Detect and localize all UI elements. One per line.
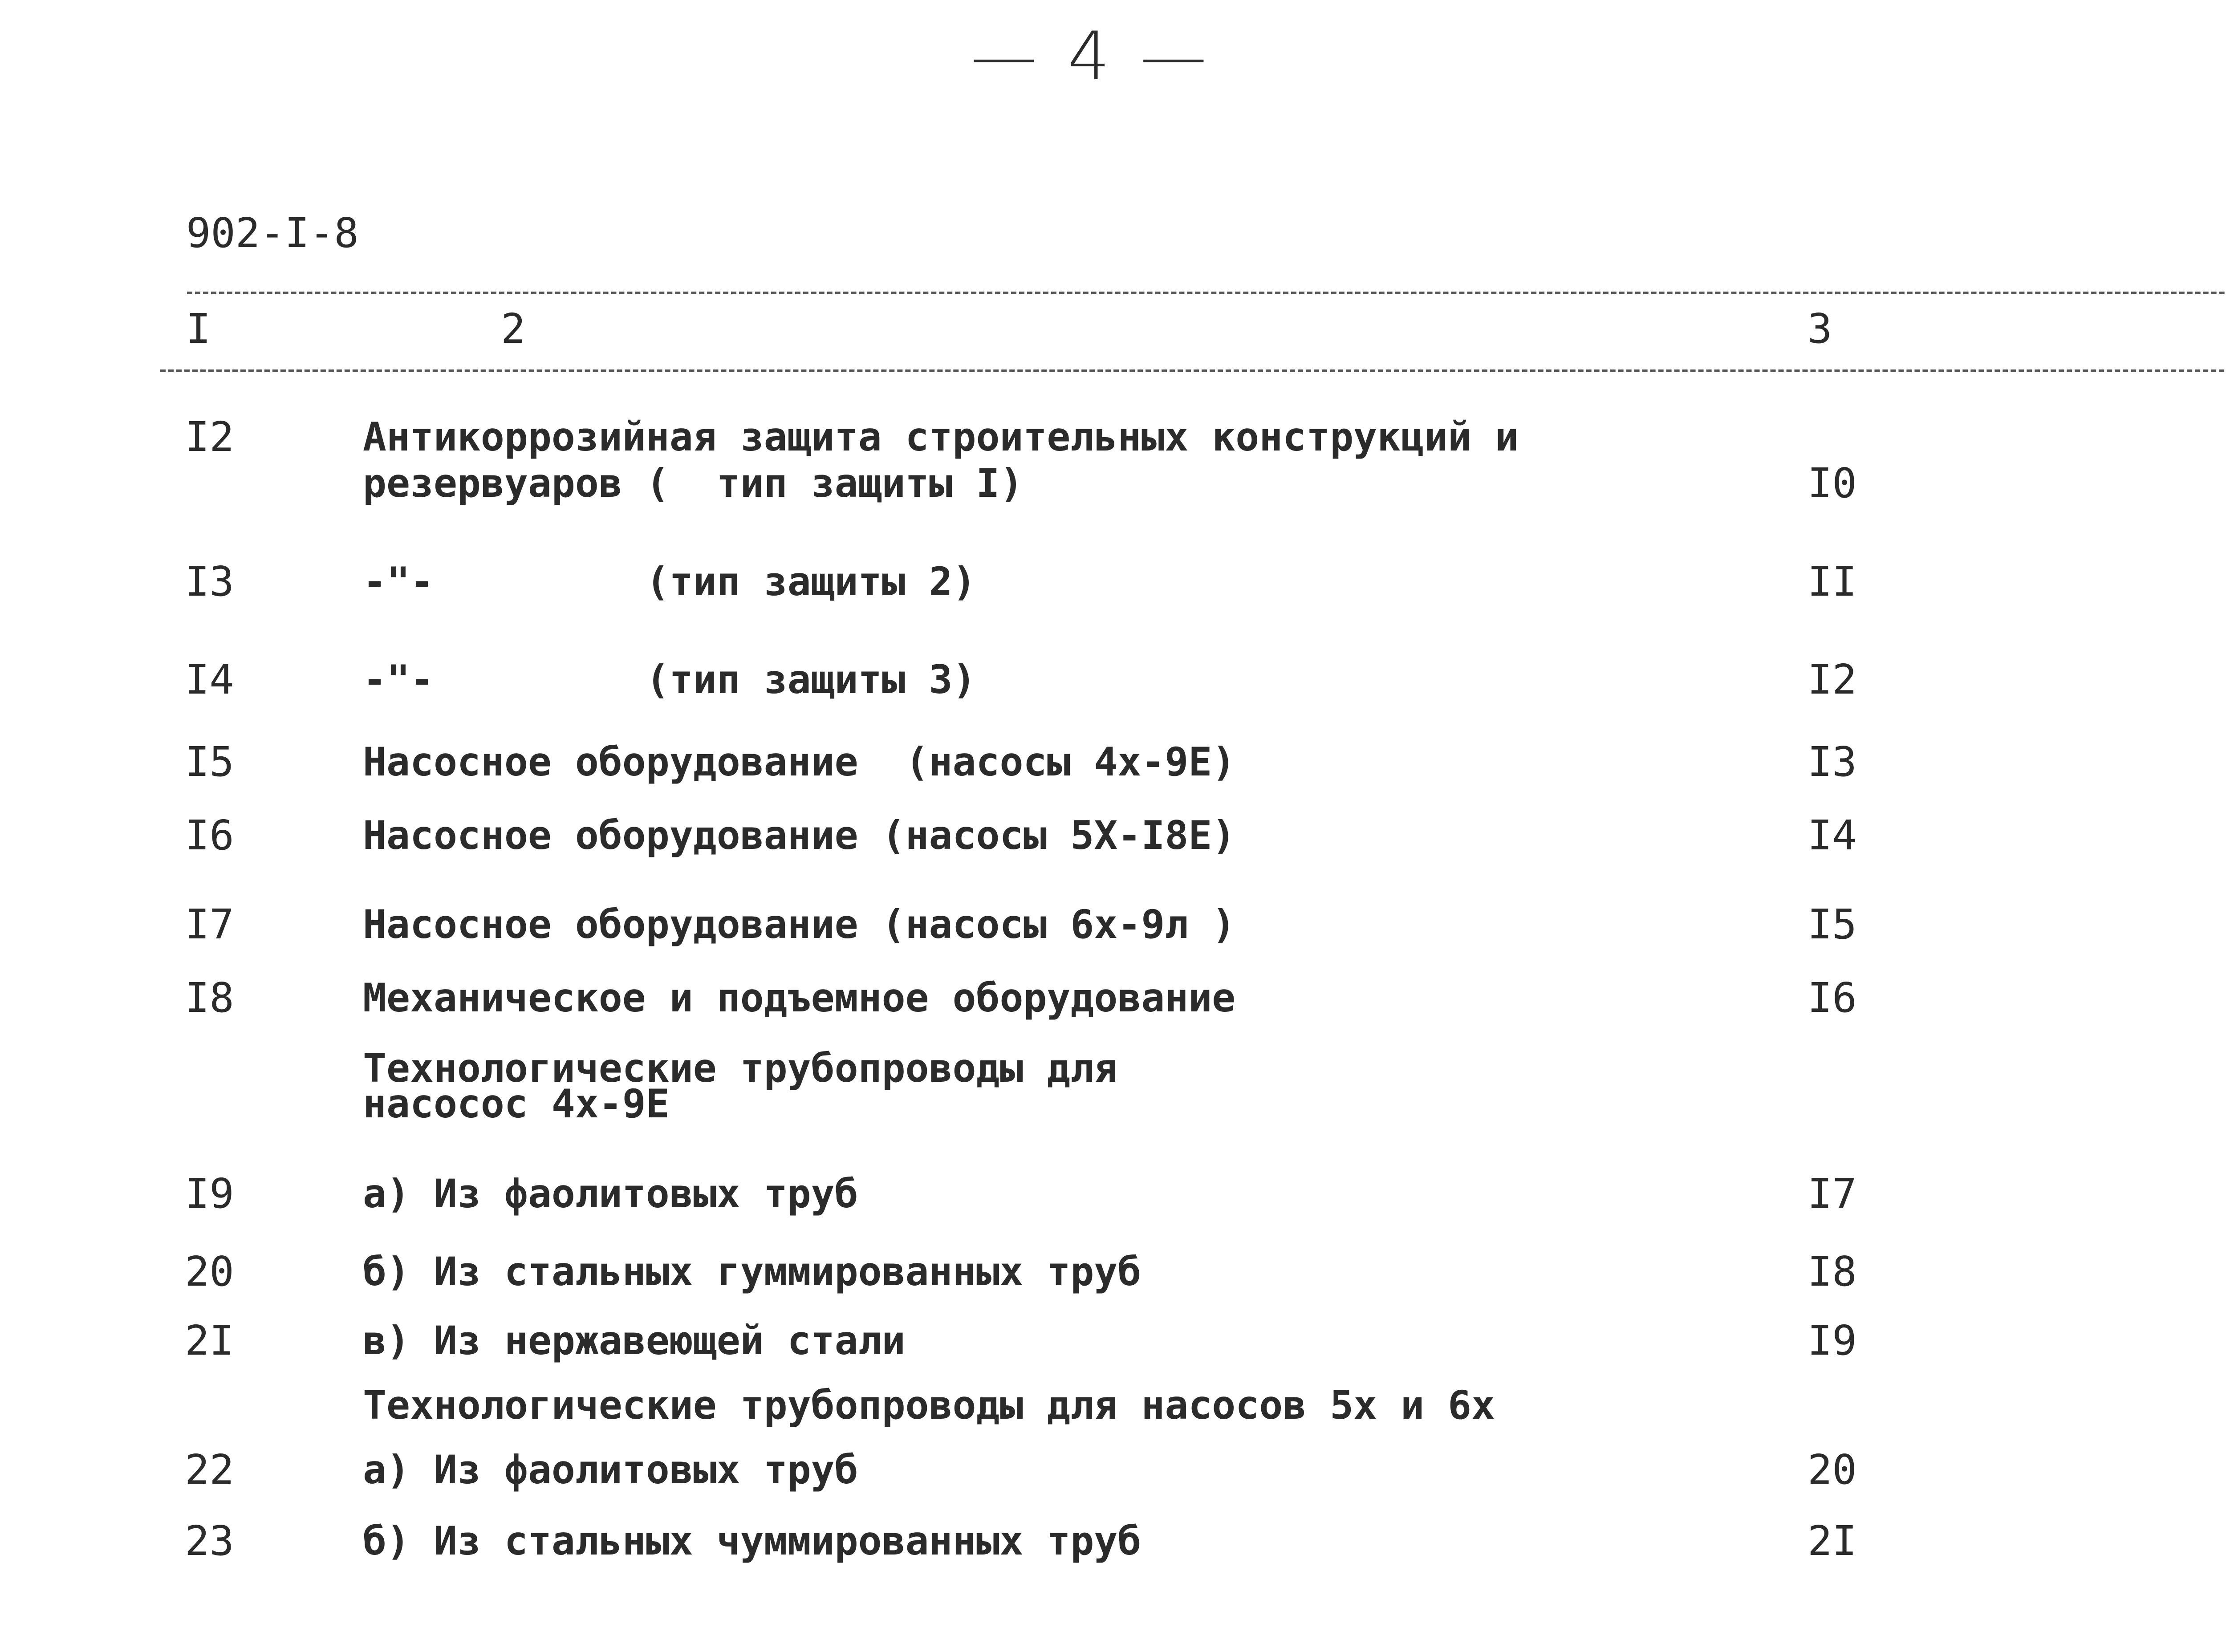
row-number: 22 [185, 1446, 234, 1494]
row-title: Технологические трубопроводы для насосос 4х-9Е [363, 1045, 1118, 1127]
row-title: Насосное оборудование (насосы 5Х-I8Е) [363, 812, 1236, 858]
row-number: I4 [185, 656, 234, 703]
table-top-rule [187, 292, 2226, 294]
row-number: I5 [185, 738, 234, 786]
row-title: а) Из фаолитовых труб [363, 1447, 858, 1493]
column-header-page: 3 [1808, 305, 1832, 353]
table-header-rule [160, 369, 2226, 372]
row-number: 2I [185, 1317, 234, 1364]
row-number: 20 [185, 1248, 234, 1295]
row-title: б) Из стальных чуммированных труб [363, 1518, 1141, 1564]
row-page: 20 [1808, 1446, 1857, 1494]
row-page: I8 [1808, 1248, 1857, 1295]
row-number: I7 [185, 901, 234, 948]
row-title: -"- (тип защиты 3) [363, 657, 976, 702]
row-title: Насосное оборудование (насосы 4х-9Е) [363, 739, 1236, 785]
row-number: I9 [185, 1170, 234, 1218]
row-number: I3 [185, 558, 234, 605]
row-title: Насосное оборудование (насосы 6х-9л ) [363, 901, 1236, 947]
row-number: 23 [185, 1517, 234, 1565]
row-page: I9 [1808, 1317, 1857, 1364]
row-number: I8 [185, 974, 234, 1022]
column-header-title: 2 [501, 305, 526, 353]
row-page: I3 [1808, 738, 1857, 786]
row-title: в) Из нержавеющей стали [363, 1318, 906, 1364]
row-page: II [1808, 558, 1857, 605]
row-title: -"- (тип защиты 2) [363, 559, 976, 605]
row-number: I2 [185, 413, 234, 461]
document-code: 902-I-8 [186, 209, 359, 257]
column-header-number: I [186, 305, 211, 353]
row-title: Технологические трубопроводы для насосов 5х и 6х [363, 1382, 1495, 1428]
row-title: Антикоррозийная защита строительных конструкций и резервуаров ( тип защиты I) [363, 414, 1519, 506]
row-title: Механическое и подъемное оборудование [363, 975, 1236, 1021]
row-page: I0 [1808, 459, 1857, 507]
row-page: I7 [1808, 1170, 1857, 1218]
row-page: I6 [1808, 974, 1857, 1022]
row-page: I4 [1808, 812, 1857, 859]
row-page: I2 [1808, 656, 1857, 703]
page-number: — 4 — [971, 18, 1211, 95]
row-page: I5 [1808, 901, 1857, 948]
row-title: а) Из фаолитовых труб [363, 1171, 858, 1217]
row-number: I6 [185, 812, 234, 859]
row-page: 2I [1808, 1517, 1857, 1565]
row-title: б) Из стальных гуммированных труб [363, 1249, 1141, 1295]
